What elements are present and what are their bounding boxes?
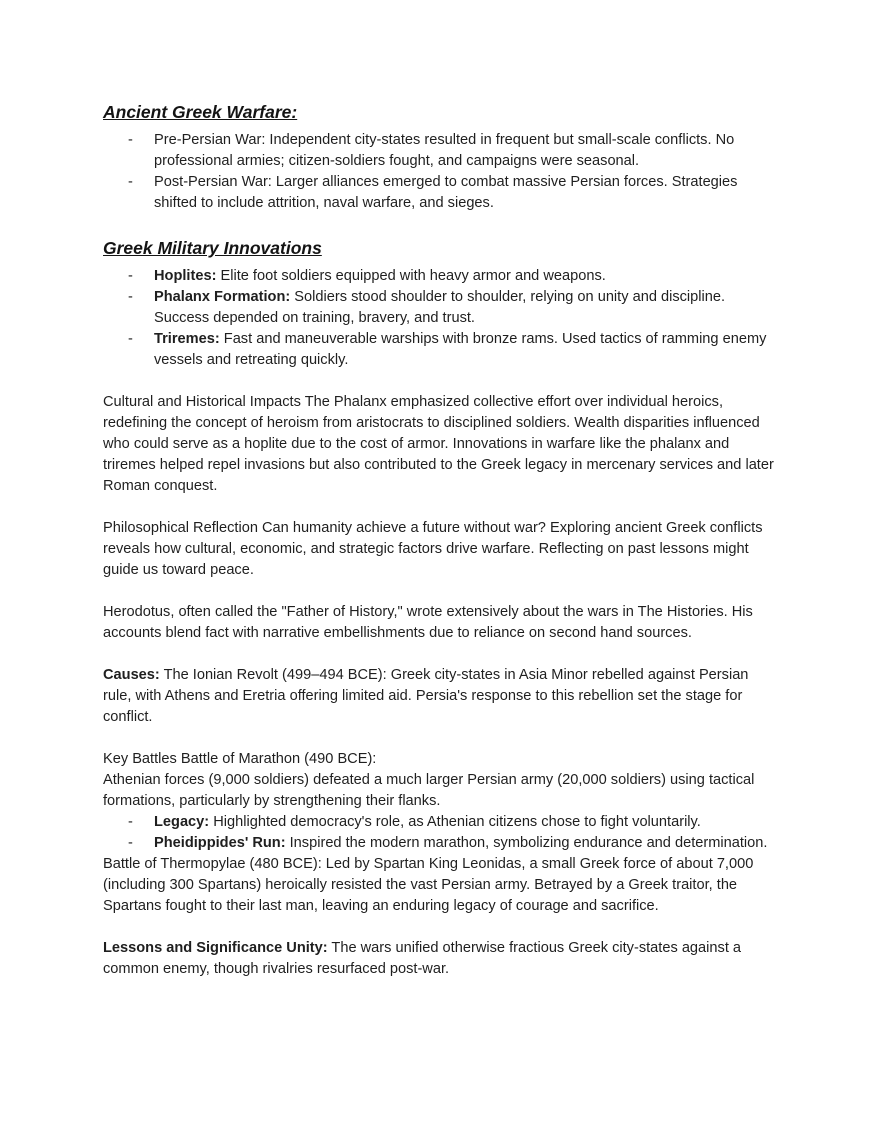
bullet-lead-rest: Elite foot soldiers equipped with heavy armor and weapons. bbox=[216, 268, 606, 284]
bullet-list-marathon-legacy bbox=[103, 812, 777, 854]
bullet-marker: - bbox=[128, 814, 133, 830]
bullet-text bbox=[154, 287, 777, 329]
bullet-text: Pre-Persian War: Independent city-states resulted in frequent but small-scale conflicts. No professional armies; citizen-soldiers fought, and campaigns were seasonal. bbox=[154, 132, 735, 169]
bullet-marker: - bbox=[128, 835, 133, 851]
bullet-lead-rest: Highlighted democracy's role, as Athenian citizens chose to fight voluntarily. bbox=[209, 814, 701, 830]
bullet-lead-rest: Inspired the modern marathon, symbolizing endurance and determination. bbox=[285, 835, 768, 851]
paragraph-key-battles bbox=[103, 749, 777, 812]
key-battles-detail-line: Athenian forces (9,000 soldiers) defeated a much larger Persian army (20,000 soldiers) using tactical formations, particularly by strengthening their flanks. bbox=[103, 772, 755, 809]
bullet-text bbox=[154, 812, 777, 833]
bullet-lead-bold: Phalanx Formation: bbox=[154, 289, 291, 305]
bullet-marker: - bbox=[128, 132, 133, 148]
paragraph-lead-bold: Lessons and Significance Unity: bbox=[103, 940, 328, 956]
key-battles-heading-line: Key Battles Battle of Marathon (490 BCE): bbox=[103, 751, 377, 767]
bullet-marker: - bbox=[128, 331, 133, 347]
list-item bbox=[103, 287, 777, 329]
list-item bbox=[103, 130, 777, 172]
bullet-list-warfare-eras bbox=[103, 130, 777, 214]
bullet-marker: - bbox=[128, 268, 133, 284]
bullet-lead-bold: Legacy: bbox=[154, 814, 210, 830]
list-item bbox=[103, 833, 777, 854]
paragraph-lead-rest: The Ionian Revolt (499–494 BCE): Greek city-states in Asia Minor rebelled against Persian rule, with Athens and Eretria offering limited aid. Persia's response to this rebellion set the stage for conflict. bbox=[103, 667, 749, 725]
paragraph-lead-bold: Causes: bbox=[103, 667, 160, 683]
bullet-lead-rest: Fast and maneuverable warships with bronze rams. Used tactics of ramming enemy vessels and retreating quickly. bbox=[154, 331, 767, 368]
bullet-marker: - bbox=[128, 289, 133, 305]
bullet-lead-bold: Triremes: bbox=[154, 331, 220, 347]
heading-ancient-greek-warfare: Ancient Greek Warfare: bbox=[103, 102, 298, 122]
bullet-text bbox=[154, 266, 777, 287]
paragraph-lessons-significance bbox=[103, 938, 777, 980]
bullet-lead-bold: Hoplites: bbox=[154, 268, 217, 284]
bullet-list-innovations bbox=[103, 266, 777, 371]
bullet-marker: - bbox=[128, 174, 133, 190]
bullet-text: Post-Persian War: Larger alliances emerged to combat massive Persian forces. Strategies shifted to include attrition, naval warfare, and sieges. bbox=[154, 174, 738, 211]
paragraph-herodotus: Herodotus, often called the "Father of History," wrote extensively about the wars in The Histories. His accounts blend fact with narrative embellishments due to reliance on second hand sources. bbox=[103, 604, 753, 641]
heading-greek-military-innovations: Greek Military Innovations bbox=[103, 238, 322, 258]
list-item bbox=[103, 812, 777, 833]
list-item bbox=[103, 172, 777, 214]
paragraph-lead-rest: The wars unified otherwise fractious Greek city-states against a common enemy, though rivalries resurfaced post-war. bbox=[103, 940, 742, 977]
paragraph-causes bbox=[103, 665, 777, 728]
bullet-text bbox=[154, 833, 777, 854]
bullet-lead-rest: Soldiers stood shoulder to shoulder, relying on unity and discipline. Success depended on training, bravery, and trust. bbox=[154, 289, 726, 326]
paragraph-thermopylae: Battle of Thermopylae (480 BCE): Led by Spartan King Leonidas, a small Greek force of about 7,000 (including 300 Spartans) heroically resisted the vast Persian army. Betrayed by a Greek traitor, the Spartans fought to their last man, leaving an enduring legacy of courage and sacrifice. bbox=[103, 856, 754, 914]
list-item bbox=[103, 266, 777, 287]
bullet-text bbox=[154, 329, 777, 371]
paragraph-cultural-impacts: Cultural and Historical Impacts The Phalanx emphasized collective effort over individual heroics, redefining the concept of heroism from aristocrats to disciplined soldiers. Wealth disparities influenced who could serve as a hoplite due to the cost of armor. Innovations in warfare like the phalanx and triremes helped repel invasions but also contributed to the Greek legacy in mercenary services and later Roman conquest. bbox=[103, 394, 774, 494]
bullet-lead-bold: Pheidippides' Run: bbox=[154, 835, 286, 851]
list-item bbox=[103, 329, 777, 371]
paragraph-philosophical-reflection: Philosophical Reflection Can humanity achieve a future without war? Exploring ancient Greek conflicts reveals how cultural, economic, and strategic factors drive warfare. Reflecting on past lessons might guide us toward peace. bbox=[103, 520, 763, 578]
